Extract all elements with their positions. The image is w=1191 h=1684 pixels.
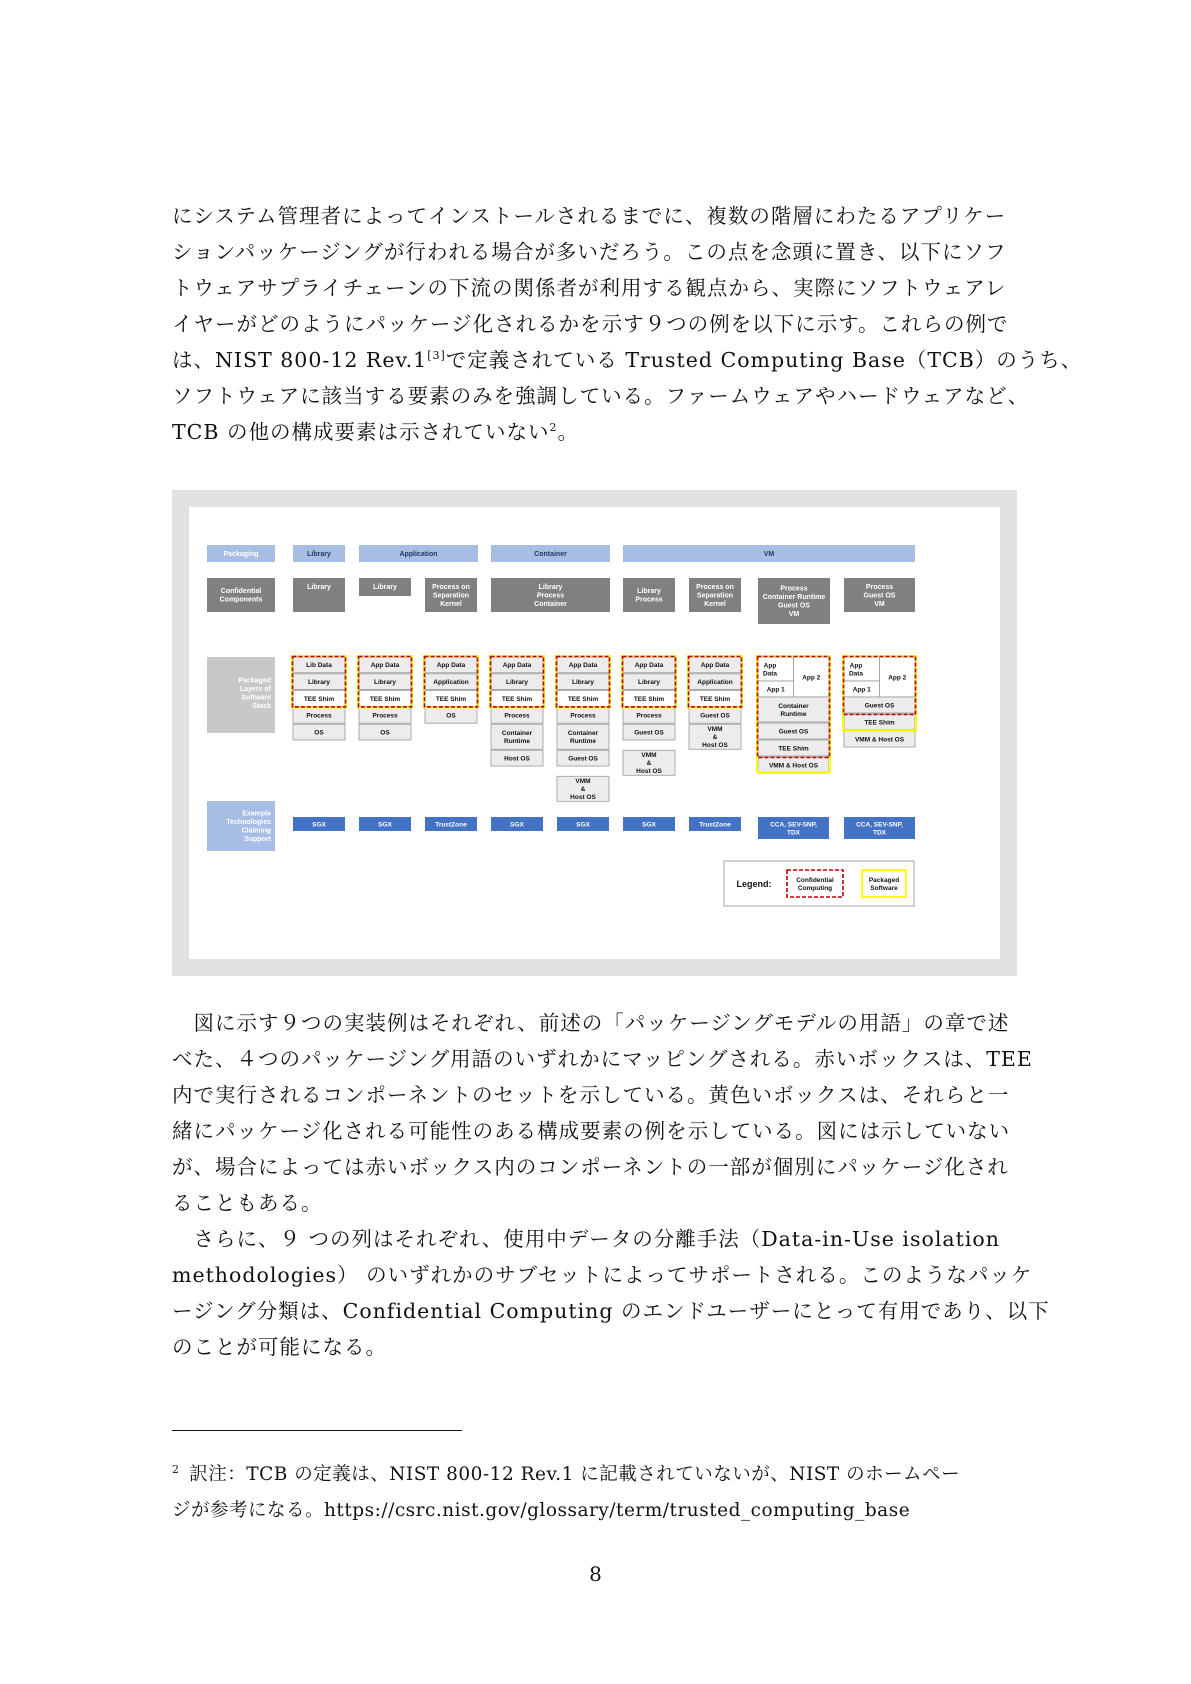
row-label-text: Technologies [226, 819, 271, 827]
technology-label: TrustZone [699, 821, 731, 829]
text-line: にシステム管理者によってインストールされるまでに、複数の階層にわたるアプリケー [172, 204, 1007, 228]
stack-layer-label: Host OS [570, 794, 596, 802]
stack-layer-label: TEE Shim [778, 745, 809, 753]
text-segment: 。 [557, 420, 579, 444]
confidential-label: Process [780, 585, 808, 593]
stack-layer-label: Library [307, 678, 331, 686]
packaging-figure [189, 507, 1000, 959]
text-line: ションパッケージングが行われる場合が多いだろう。この点を念頭に置き、以下にソフ [172, 240, 1007, 264]
stack-layer-label: & [646, 760, 652, 768]
confidential-label: Process on [696, 583, 734, 591]
text-line: 緒にパッケージ化される可能性のある構成要素の例を示している。図には示していない [172, 1119, 1011, 1143]
confidential-label: VM [788, 611, 800, 619]
confidential-label: Kernel [704, 600, 726, 608]
text-line: methodologies） のいずれかのサブセットによってサポートされる。このようなパッケ [172, 1263, 1033, 1287]
stack-layer-label: App Data [568, 662, 598, 670]
row-label-text: Stack [252, 703, 271, 711]
confidential-label: Process on [432, 583, 470, 591]
page-number: 8 [589, 1562, 602, 1586]
stack-layer-label: TEE Shim [633, 695, 665, 703]
stack-layer-label: OS [314, 729, 324, 737]
stack-layer-label: & [712, 733, 718, 741]
stack-layer-label: Application [433, 678, 469, 686]
stack-layer-label: VMM [707, 725, 723, 733]
stack-layer-label: Host OS [504, 755, 530, 763]
stack-layer-label: App 2 [888, 674, 907, 682]
stack-layer-label: App 2 [802, 674, 821, 682]
packaging-label: VM [763, 550, 775, 558]
stack-layer-label: TEE Shim [303, 695, 335, 703]
row-label-text: Components [219, 596, 263, 604]
legend-title: Legend: [736, 879, 772, 890]
stack-layer-label: Data [762, 670, 778, 678]
footnote-line[interactable]: ジが参考になる。https://csrc.nist.gov/glossary/term/trusted_computing_base [172, 1500, 911, 1522]
legend-confidential-label: Confidential [796, 876, 834, 884]
footnote-mark: 2 [172, 1463, 180, 1476]
confidential-label: Process [635, 596, 663, 604]
paragraph-figure-explanation [172, 1005, 1033, 1221]
footnote-line [172, 1452, 1032, 1493]
confidential-label: Library [538, 583, 563, 591]
confidential-label: Library [307, 583, 331, 591]
confidential-label: Guest OS [863, 592, 896, 600]
row-label-text: Example [242, 810, 271, 818]
stack-layer-label: & [580, 786, 586, 794]
stack-layer-label: Guest OS [700, 712, 730, 720]
stack-layer-label: Runtime [570, 737, 596, 745]
text-line: べた、４つのパッケージング用語のいずれかにマッピングされる。赤いボックスは、TEE [172, 1047, 1033, 1071]
stack-layer-label: Guest OS [778, 728, 809, 736]
stack-layer-label: Runtime [504, 737, 530, 745]
row-label-text: Packaging [223, 550, 259, 558]
stack-layer-label: TEE Shim [369, 695, 401, 703]
stack-layer-label: Process [372, 712, 398, 720]
stack-layer-label: TEE Shim [435, 695, 467, 703]
confidential-label: Container Runtime [762, 594, 826, 602]
stack-layer-label: VMM & Host OS [854, 736, 905, 744]
legend-packaged-label: Packaged [868, 876, 900, 884]
stack-layer-label: VMM & Host OS [768, 762, 819, 770]
confidential-label: Separation [696, 592, 734, 600]
text-line: のことが可能になる。 [172, 1335, 387, 1359]
row-label-text: Layers of [239, 686, 271, 694]
stack-layer-label: Data [848, 670, 864, 678]
text-line [172, 1221, 1028, 1257]
text-line: ージング分類は、Confidential Computing のエンドユーザーにとって有用であり、以下 [172, 1299, 1050, 1323]
stack-layer-label: Host OS [636, 768, 662, 776]
stack-layer-label: Application [697, 678, 733, 686]
stack-layer-label: TEE Shim [699, 695, 731, 703]
footnote-ref[interactable]: 2 [549, 421, 558, 435]
technology-label: SGX [312, 821, 326, 829]
figure-frame [172, 490, 1017, 976]
text-line [172, 414, 1028, 450]
text-segment: さらに、９ つの列はそれぞれ、使用中データの分離手法（Data-in-Use isolation [193, 1227, 1000, 1251]
technology-label: SGX [510, 821, 524, 829]
text-line: トウェアサプライチェーンの下流の関係者が利用する観点から、実際にソフトウェアレ [172, 276, 1007, 300]
stack-layer-label: TEE Shim [864, 719, 895, 727]
footnote [172, 1452, 1032, 1529]
legend-confidential-label: Computing [797, 884, 833, 892]
row-label-text: Confidential [220, 588, 262, 596]
technology-label: SGX [642, 821, 656, 829]
text-line: が、場合によっては赤いボックス内のコンポーネントの一部が個別にパッケージ化され [172, 1155, 1009, 1179]
stack-layer-label: Guest OS [568, 755, 598, 763]
text-line [172, 1005, 1028, 1041]
packaging-label: Application [399, 550, 438, 558]
text-line [172, 342, 1083, 378]
stack-layer-label: Process [570, 712, 596, 720]
text-segment: TCB の他の構成要素は示されていない [172, 420, 550, 444]
confidential-label: Separation [432, 592, 470, 600]
stack-layer-label: Library [505, 678, 529, 686]
stack-layer-label: App Data [370, 662, 400, 670]
stack-layer-label: Container [501, 729, 533, 737]
confidential-label: Library [637, 588, 661, 596]
text-line: イヤーがどのようにパッケージ化されるかを示す９つの例を以下に示す。これらの例で [172, 312, 1009, 336]
confidential-label: Process [865, 583, 894, 591]
legend-packaged-label: Software [870, 884, 898, 892]
stack-layer-label: App Data [700, 662, 730, 670]
citation-ref[interactable]: [3] [427, 349, 446, 363]
technology-label: SGX [576, 821, 590, 829]
confidential-label: VM [874, 600, 885, 608]
text-line: 内で実行されるコンポーネントのセットを示している。黄色いボックスは、それらと一 [172, 1083, 1010, 1107]
text-segment: 図に示す９つの実装例はそれぞれ、前述の「パッケージングモデルの用語」の章で述 [193, 1011, 1010, 1035]
stack-layer-label: Process [636, 712, 662, 720]
stack-layer-label: TEE Shim [501, 695, 533, 703]
paragraph-intro [172, 198, 1083, 450]
stack-layer-label: Runtime [780, 710, 807, 718]
stack-layer-label: VMM [641, 752, 657, 760]
stack-layer-label: Library [571, 678, 595, 686]
technology-label: TrustZone [435, 821, 467, 829]
row-label-text: Support [244, 836, 271, 844]
technology-label: TDX [873, 829, 886, 837]
stack-layer-label: App 1 [766, 686, 785, 694]
packaging-label: Container [534, 550, 567, 558]
footnote-divider [172, 1430, 462, 1431]
confidential-label: Guest OS [778, 602, 810, 610]
text-segment: 訳注：TCB の定義は、NIST 800-12 Rev.1 に記載されていないが、NIST のホームペー [189, 1464, 961, 1486]
technology-label: CCA, SEV-SNP, [770, 821, 817, 829]
stack-layer-label: OS [446, 712, 456, 720]
stack-layer-label: Container [778, 702, 809, 710]
stack-layer-label: Process [504, 712, 530, 720]
text-segment: は、NIST 800-12 Rev.1 [172, 348, 428, 372]
stack-layer-label: TEE Shim [567, 695, 599, 703]
stack-layer-label: Container [567, 729, 599, 737]
paragraph-isolation [172, 1221, 1050, 1365]
text-line: ることもある。 [172, 1191, 323, 1215]
text-line: ソフトウェアに該当する要素のみを強調している。ファームウェアやハードウェアなど、 [172, 384, 1030, 408]
text-segment: で定義されている Trusted Computing Base（TCB）のうち、 [445, 348, 1083, 372]
stack-layer-label: VMM [575, 778, 591, 786]
stack-layer-label: App 1 [852, 686, 871, 694]
packaging-diagram [189, 507, 1000, 959]
confidential-label: Process [536, 592, 565, 600]
stack-layer-label: Host OS [702, 741, 728, 749]
confidential-label: Library [373, 583, 397, 591]
confidential-label: Container [534, 600, 567, 608]
confidential-label: Kernel [440, 600, 462, 608]
stack-layer-label: Lib Data [306, 662, 332, 670]
packaging-label: Library [307, 550, 331, 558]
stack-layer-label: App [763, 662, 777, 670]
row-label-text: Claiming [241, 827, 271, 835]
stack-layer-label: App Data [502, 662, 532, 670]
stack-layer-label: App Data [634, 662, 664, 670]
stack-layer-label: Process [306, 712, 332, 720]
stack-layer-label: Library [373, 678, 397, 686]
stack-layer-label: Guest OS [634, 729, 664, 737]
technology-label: TDX [787, 829, 800, 837]
technology-label: SGX [378, 821, 392, 829]
row-label-text: Packaged [238, 677, 271, 685]
stack-layer-label: Guest OS [864, 702, 895, 710]
stack-layer-label: OS [380, 729, 390, 737]
stack-layer-label: App [849, 662, 863, 670]
stack-layer-label: App Data [436, 662, 466, 670]
row-label-text: Software [241, 694, 271, 702]
stack-layer-label: Library [637, 678, 661, 686]
technology-label: CCA, SEV-SNP, [856, 821, 903, 829]
